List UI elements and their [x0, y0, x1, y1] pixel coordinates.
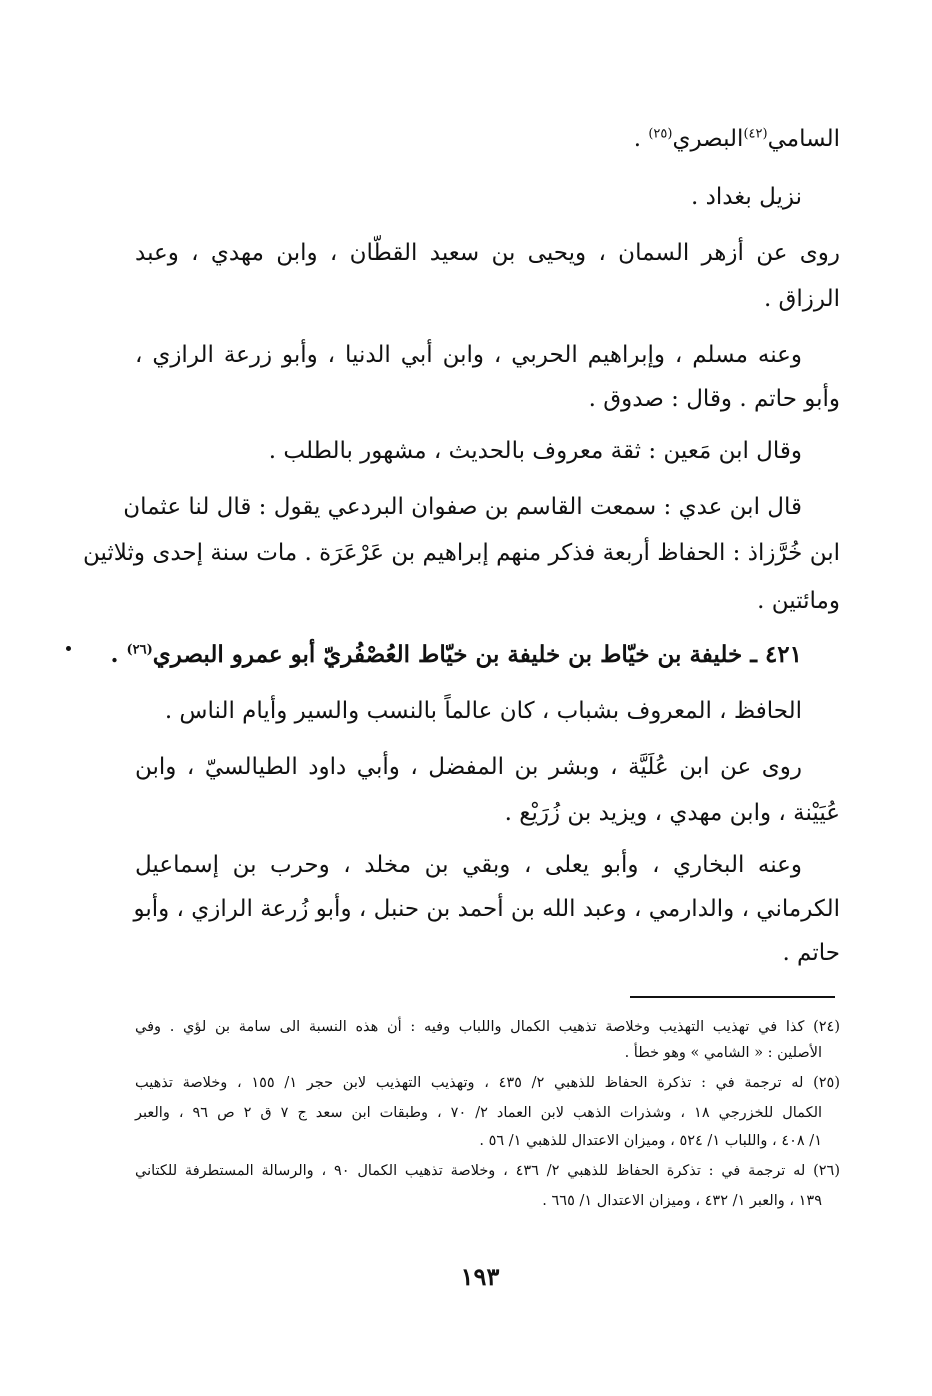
text-line-9: ابن خُرَّزاذ : الحفاظ أربعة فذكر منهم إبراهيم بن عَرْعَرَة . مات سنة إحدى وثلاثين — [82, 540, 840, 566]
footnote-26-line-2: ١٣٩ ، والعبر ١/ ٤٣٢ ، وميزان الاعتدال ١/ ٦٦٥ . — [542, 1193, 822, 1209]
text-line-2: نزيل بغداد . — [690, 184, 802, 210]
footnote-ref-26: (٢٦) — [126, 642, 153, 658]
text-line-4: الرزاق . — [763, 286, 840, 312]
text-line-5: وعنه مسلم ، وإبراهيم الحربي ، وابن أبي الدنيا ، وأبو زرعة الرازي ، — [135, 342, 802, 368]
text-line-10: ومائتين . — [757, 588, 840, 614]
text-line-13: روى عن ابن عُلَيَّة ، وبشر بن المفضل ، وأبي داود الطيالسيّ ، وابن — [135, 754, 802, 780]
text-line-15: وعنه البخاري ، وأبو يعلى ، وبقي بن مخلد ، وحرب بن إسماعيل — [135, 852, 802, 878]
entry-heading-end: . — [110, 641, 127, 668]
text-line-14: عُيَيْنة ، وابن مهدي ، ويزيد بن زُرَيْع . — [504, 800, 840, 826]
word-basri: البصري — [672, 126, 744, 152]
text-line-12: الحافظ ، المعروف بشباب ، كان عالماً بالنسب والسير وأيام الناس . — [164, 698, 802, 724]
text-line-6: وأبو حاتم . وقال : صدوق . — [588, 386, 840, 412]
footnote-ref-25: (٢٥) — [648, 126, 673, 142]
text-line-17: حاتم . — [782, 940, 840, 966]
footnote-26-line-1: (٢٦) له ترجمة في : تذكرة الحفاظ للذهبي ٢/ ٤٣٦ ، وخلاصة تذهيب الكمال ٩٠ ، والرسالة المستطرفة للكتاني — [135, 1163, 840, 1179]
text-line-3: روى عن أزهر السمان ، ويحيى بن سعيد القطّان ، وابن مهدي ، وعبد — [135, 240, 840, 266]
text-line-1 — [135, 122, 840, 156]
page-number: ١٩٣ — [460, 1262, 500, 1291]
line-1-end: . — [633, 126, 649, 152]
text-line-7: وقال ابن مَعين : ثقة معروف بالحديث ، مشهور بالطلب . — [268, 438, 802, 464]
footnote-separator — [630, 996, 835, 998]
entry-heading-text: ٤٢١ ـ خليفة بن خيّاط بن خليفة بن خيّاط العُصْفُريّ أبو عمرو البصري — [152, 641, 802, 668]
text-line-8: قال ابن عدي : سمعت القاسم بن صفوان البردعي يقول : قال لنا عثمان — [123, 494, 802, 520]
footnote-25-line-1: (٢٥) له ترجمة في : تذكرة الحفاظ للذهبي ٢/ ٤٣٥ ، وتهذيب التهذيب لابن حجر ١/ ١٥٥ ، وخلاصة تذهيب — [135, 1075, 841, 1091]
word-sami: السامي — [767, 126, 840, 152]
footnote-25-line-2: الكمال للخزرجي ١٨ ، وشذرات الذهب لابن العماد ٢/ ٧٠ ، وطبقات ابن سعد ج ٧ ق ٢ ص ٩٦ ، والعبر — [135, 1105, 823, 1121]
text-line-16: الكرماني ، والدارمي ، وعبد الله بن أحمد بن حنبل ، وأبو زُرعة الرازي ، وأبو — [133, 896, 840, 922]
margin-dot — [66, 646, 71, 651]
footnote-25-line-3: ١/ ٤٠٨ ، واللباب ١/ ٥٢٤ ، وميزان الاعتدال للذهبي ١/ ٥٦ . — [479, 1133, 822, 1149]
entry-heading-421 — [97, 638, 802, 672]
footnote-24-line-1: (٢٤) كذا في تهذيب التهذيب وخلاصة تذهيب الكمال واللباب وفيه : أن هذه النسبة الى سامة بن لؤي . وفي — [135, 1019, 840, 1035]
footnote-ref-24: (٤٢) — [743, 126, 768, 142]
footnote-24-line-2: الأصلين : « الشامي » وهو خطأ . — [624, 1045, 822, 1061]
